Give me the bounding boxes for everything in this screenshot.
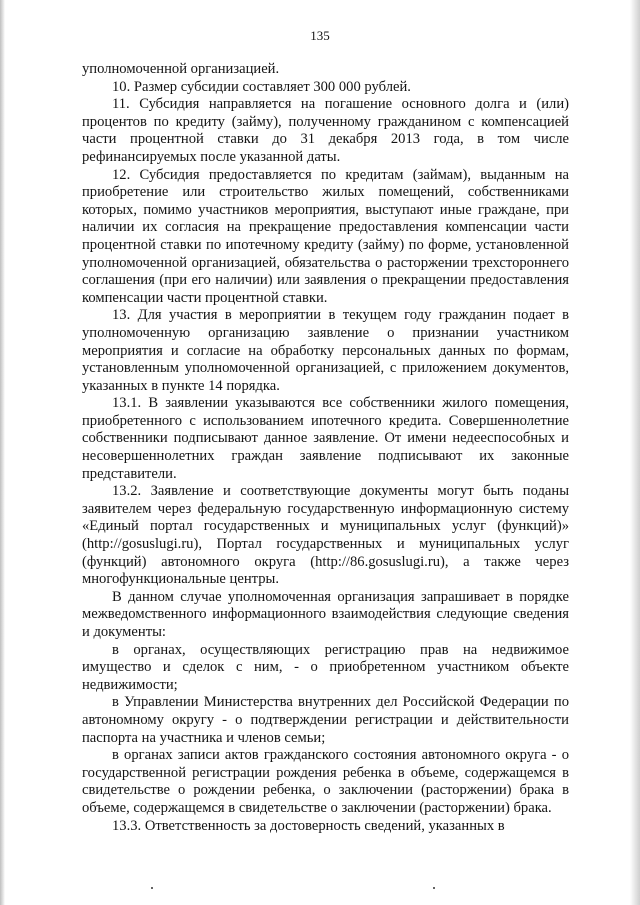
paragraph-mvd: в Управлении Министерства внутренних дел Российской Федерации по автономному округу - о подтверждении регистрации и действительности паспорта на участника и членов семьи;	[82, 694, 569, 746]
paragraph-zags: в органах записи актов гражданского состояния автономного округа - о государственной регистрации рождения ребенка в объеме, содержащемся в свидетельстве о рождении ребенка, о заключении (расторжении) брака в объеме, содержащемся в свидетельстве о заключении (расторжении) брака.	[82, 747, 569, 816]
paragraph-13-1: 13.1. В заявлении указываются все собственники жилого помещения, приобретенного с использованием ипотечного кредита. Совершеннолетние собственники подписывают данное заявление. От имени недееспособных и несовершеннолетних граждан заявление подписывают их законные представители.	[82, 395, 569, 482]
paragraph-interagency-request: В данном случае уполномоченная организация запрашивает в порядке межведомственного информационного взаимодействия следующие сведения и документы:	[82, 588, 569, 640]
paragraph-13-3: 13.3. Ответственность за достоверность сведений, указанных в	[112, 817, 505, 834]
paragraph-continuation: уполномоченной организацией.	[82, 61, 280, 77]
paragraph-11: 11. Субсидия направляется на погашение основного долга и (или) процентов по кредиту (займу), полученному гражданином с компенсацией части процентной ставки до 31 декабря 2013 года, в том числе рефинансируемых после указанной даты.	[82, 96, 569, 165]
paragraph-13: 13. Для участия в мероприятии в текущем году гражданин подает в уполномоченную организацию заявление о признании участником мероприятия и согласие на обработку персональных данных по формам, установленным уполномоченной организацией, с приложением документов, указанных в пункте 14 порядка.	[82, 307, 569, 394]
paragraph-registration-bodies: в органах, осуществляющих регистрацию прав на недвижимое имущество и сделок с ним, - о приобретенном участником объекте недвижимости;	[82, 641, 569, 693]
page-number: 135	[310, 28, 330, 43]
paragraph-12: 12. Субсидия предоставляется по кредитам (займам), выданным на приобретение или строительство жилых помещений, собственниками которых, помимо участников мероприятия, выступают иные граждане, при наличии их согласия на прекращение предоставления компенсации части процентной ставки по ипотечному кредиту (займу) по форме, установленной уполномоченной организацией, обязательства о расторжении трехстороннего соглашения (при его наличии) или заявления о прекращении предоставления компенсации части процентной ставки.	[82, 166, 569, 306]
scan-dot-left	[151, 887, 153, 889]
document-body	[82, 61, 569, 835]
paragraph-13-2: 13.2. Заявление и соответствующие документы могут быть поданы заявителем через федеральную государственную информационную систему «Единый портал государственных и муниципальных услуг (функций)» (http://gosuslugi.ru), Портал государственных и муниципальных услуг (функций) автономного округа (http://86.gosuslugi.ru), а также через многофункциональные центры.	[82, 483, 569, 588]
scan-edge-left	[0, 0, 5, 905]
scan-edge-right	[630, 0, 640, 905]
scan-dot-right	[433, 887, 435, 889]
paragraph-10: 10. Размер субсидии составляет 300 000 рублей.	[112, 78, 411, 95]
